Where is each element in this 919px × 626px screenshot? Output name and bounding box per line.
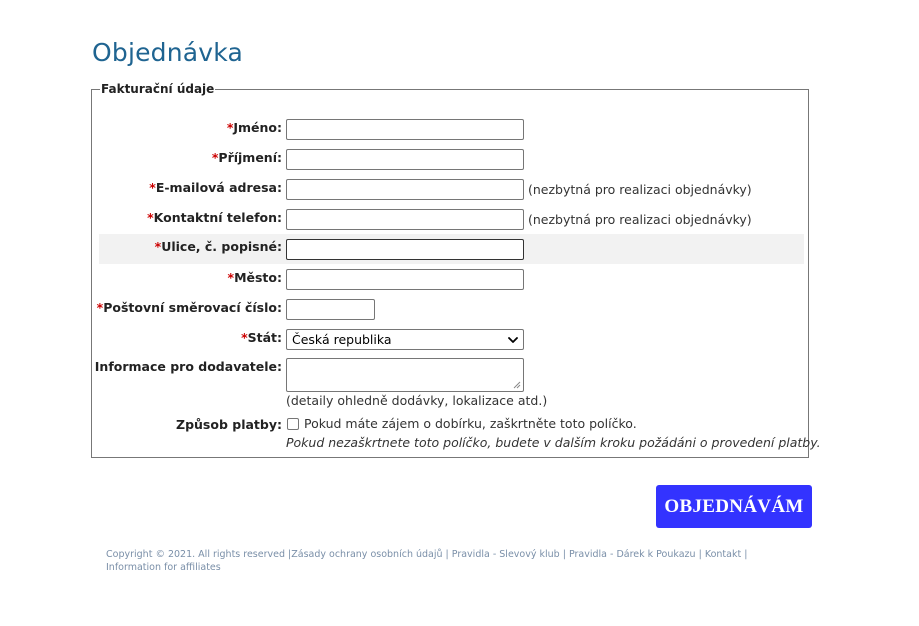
required-mark: *: [226, 120, 234, 135]
required-mark: *: [227, 270, 235, 285]
city-label: *Město:: [227, 270, 282, 285]
footer-link-privacy[interactable]: Zásady ochrany osobních údajů: [291, 549, 443, 560]
chevron-down-icon: [507, 334, 519, 346]
footer-link-affiliates[interactable]: Information for affiliates: [106, 562, 221, 573]
cod-checkbox-label[interactable]: Pokud máte zájem o dobírku, zaškrtněte toto políčko.: [304, 416, 637, 431]
payment-label: Způsob platby:: [176, 417, 282, 432]
footer-link-rules-gift[interactable]: Pravidla - Dárek k Poukazu: [568, 549, 696, 560]
zip-input[interactable]: [286, 299, 375, 320]
supplier-info-textarea[interactable]: [286, 358, 524, 392]
supplier-info-hint: (detaily ohledně dodávky, lokalizace atd.): [286, 393, 548, 408]
supplier-info-label: Informace pro dodavatele:: [94, 359, 282, 374]
required-mark: *: [96, 300, 104, 315]
page-title: Objednávka: [92, 38, 244, 67]
footer-link-contact[interactable]: Kontakt: [704, 549, 742, 560]
phone-input[interactable]: [286, 209, 524, 230]
first-name-input[interactable]: [286, 119, 524, 140]
country-label: *Stát:: [241, 330, 282, 345]
required-mark: *: [147, 210, 154, 225]
required-mark: *: [149, 180, 156, 195]
last-name-input[interactable]: [286, 149, 524, 170]
billing-legend: Fakturační údaje: [101, 82, 215, 96]
email-label: *E-mailová adresa:: [149, 180, 282, 195]
order-submit-button[interactable]: OBJEDNÁVÁM: [656, 485, 812, 528]
street-label: *Ulice, č. popisné:: [154, 239, 282, 254]
cod-checkbox[interactable]: [287, 418, 299, 430]
payment-hint: Pokud nezaškrtnete toto políčko, budete v dalším kroku požádáni o provedení platby.: [286, 435, 821, 450]
country-selected-value: Česká republika: [292, 332, 392, 347]
email-input[interactable]: [286, 179, 524, 200]
required-mark: *: [211, 150, 219, 165]
street-input[interactable]: [286, 239, 524, 260]
footer-link-rules-club[interactable]: Pravidla - Slevový klub: [451, 549, 560, 560]
last-name-label: *Příjmení:: [211, 150, 282, 165]
zip-label: *Poštovní směrovací číslo:: [96, 300, 282, 315]
phone-label: *Kontaktní telefon:: [147, 210, 282, 225]
footer-copyright: Copyright © 2021. All rights reserved |: [106, 549, 292, 560]
footer: Copyright © 2021. All rights reserved |Zásady ochrany osobních údajů | Pravidla - Slevový klub | Pravidla - Dárek k Poukazu | Kontakt | Information for affiliates: [106, 549, 748, 573]
phone-note: (nezbytná pro realizaci objednávky): [528, 212, 752, 227]
resize-grip-icon[interactable]: [513, 381, 521, 389]
required-mark: *: [241, 330, 248, 345]
required-mark: *: [154, 239, 162, 254]
zip-row: [96, 298, 804, 322]
city-input[interactable]: [286, 269, 524, 290]
first-name-label: *Jméno:: [226, 120, 282, 135]
country-select[interactable]: [286, 329, 524, 350]
email-note: (nezbytná pro realizaci objednávky): [528, 182, 752, 197]
